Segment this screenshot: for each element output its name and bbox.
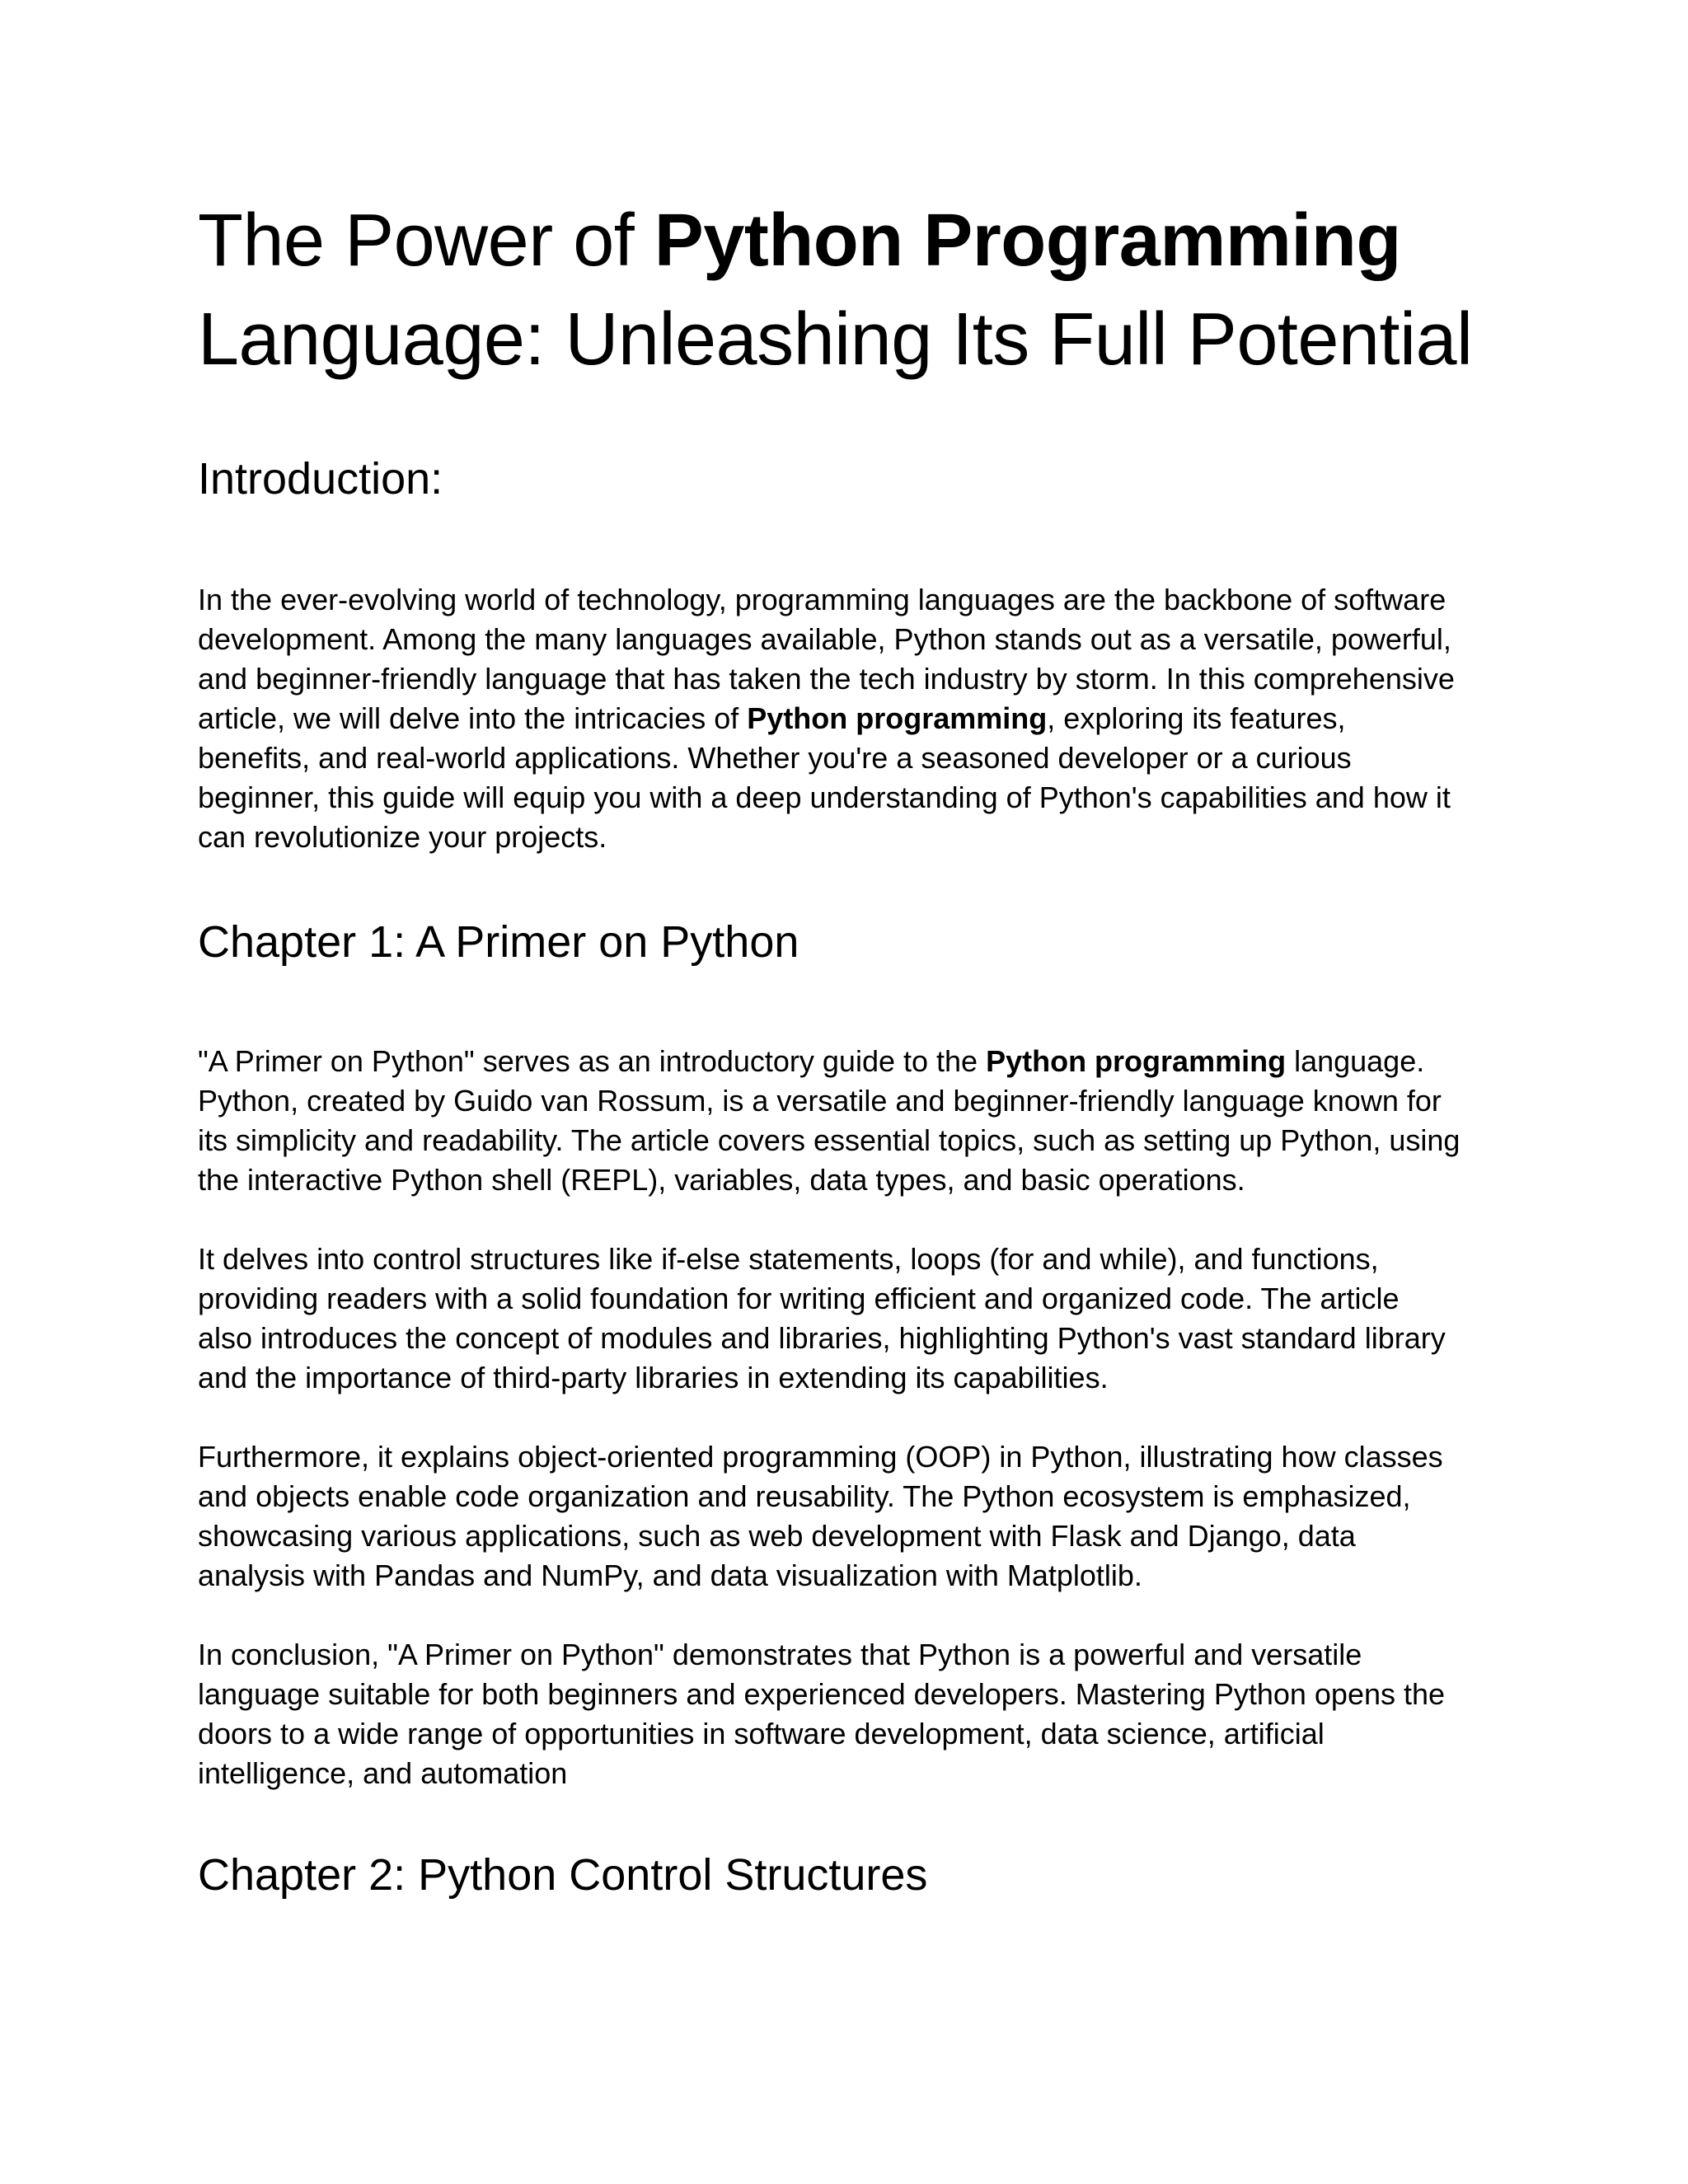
- intro-heading: Introduction:: [198, 454, 443, 504]
- document-page: [198, 191, 1500, 1902]
- chapter1-paragraph-1: [198, 1042, 1500, 1200]
- title-suffix: Language: Unleashing Its Full Potential: [198, 298, 1473, 381]
- chapter1-paragraph-4: In conclusion, "A Primer on Python" demonstrates that Python is a powerful and versatile language suitable for both beginners and experienced developers. Mastering Python opens the doors to a wide range of opportunities in software development, data science, artificial intelligence, and automation: [198, 1638, 1446, 1790]
- chapter1-heading: Chapter 1: A Primer on Python: [198, 917, 799, 967]
- chapter1-paragraph-3: Furthermore, it explains object-oriented programming (OOP) in Python, illustrating how classes and objects enable code organization and reusability. The Python ecosystem is emphasized, showcasing various applications, such as web development with Flask and Django, data analysis with Pandas and NumPy, and data visualization with Matplotlib.: [198, 1440, 1443, 1592]
- title-bold: Python Programming: [654, 199, 1401, 282]
- intro-bold-term: Python programming: [747, 701, 1048, 735]
- document-title: [198, 191, 1500, 389]
- chapter1-p1-after: language. Python, created by Guido van Rossum, is a versatile and beginner-friendly language known for its simplicity and readability. The article covers essential topics, such as setting up Python, using the interactive Python shell (REPL), variables, data types, and basic operations.: [198, 1044, 1461, 1197]
- intro-text-before: In the ever-evolving world of technology, programming languages are the backbone of software development. Among the many languages available, Python stands out as a versatile, powerful, and beginner-friendly language that has taken the tech industry by storm. In this comprehensive article, we will delve into the intricacies of: [198, 583, 1455, 735]
- chapter1-paragraph-2: It delves into control structures like if-else statements, loops (for and while), and functions, providing readers with a solid foundation for writing efficient and organized code. The article also introduces the concept of modules and libraries, highlighting Python's vast standard library and the importance of third-party libraries in extending its capabilities.: [198, 1242, 1446, 1394]
- chapter1-p1-before: "A Primer on Python" serves as an introductory guide to the: [198, 1044, 987, 1078]
- intro-paragraph: [198, 580, 1500, 857]
- title-prefix: The Power of: [198, 199, 654, 282]
- chapter1-p1-bold-term: Python programming: [986, 1044, 1287, 1078]
- chapter2-heading: Chapter 2: Python Control Structures: [198, 1850, 928, 1900]
- intro-text-after: , exploring its features, benefits, and real-world applications. Whether you're a seasoned developer or a curious beginner, this guide will equip you with a deep understanding of Python's capabilities and how it can revolutionize your projects.: [198, 701, 1451, 854]
